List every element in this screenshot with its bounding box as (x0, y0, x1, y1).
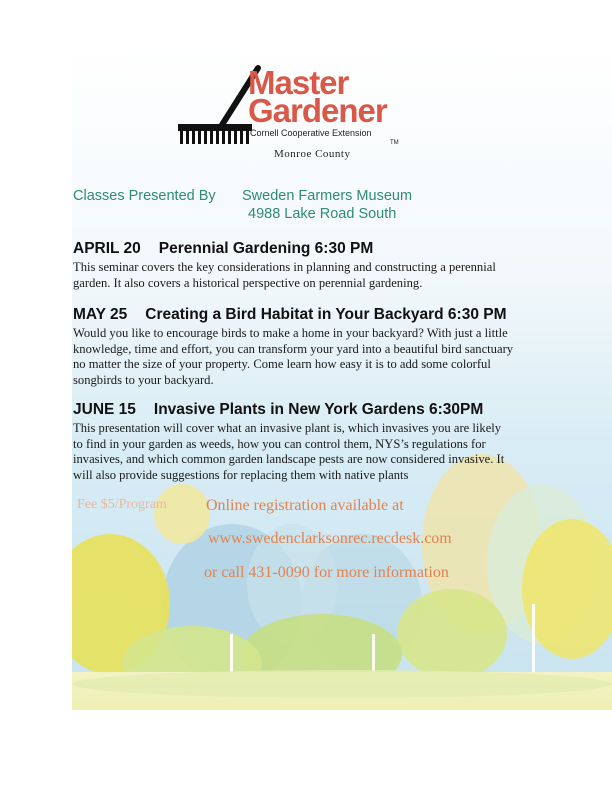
description-line: garden. It also covers a historical perspective on perennial gardening. (73, 275, 423, 290)
class-heading (73, 306, 543, 324)
description-line: knowledge, time and effort, you can transform your yard into a beautiful bird sanctuary (73, 341, 514, 356)
class-listing (73, 306, 543, 388)
logo-trademark: TM (390, 140, 399, 146)
logo-word-master: Master (248, 64, 349, 101)
class-date: APRIL 20 (73, 240, 141, 257)
registration-url-link[interactable]: www.swedenclarksonrec.recdesk.com (208, 530, 452, 547)
logo-county: Monroe County (274, 148, 351, 160)
master-gardener-logo (172, 64, 412, 164)
class-description (73, 326, 543, 388)
class-date: MAY 25 (73, 306, 128, 323)
class-title: Perennial Gardening 6:30 PM (158, 240, 374, 257)
class-date: JUNE 15 (73, 401, 136, 418)
class-heading (73, 401, 543, 419)
registration-online-text: Online registration available at (206, 497, 404, 514)
description-line: This seminar covers the key considerations in planning and constructing a perennial (73, 260, 496, 274)
venue-name: Sweden Farmers Museum (242, 188, 413, 204)
registration-phone-text: or call 431-0090 for more information (204, 564, 449, 581)
description-line: songbirds to your backyard. (73, 372, 214, 387)
logo-word-gardener: Gardener (248, 92, 387, 129)
class-title: Creating a Bird Habitat in Your Backyard 6:30 PM (145, 306, 507, 323)
class-listing (73, 240, 543, 291)
fee-label: Fee $5/Program (77, 497, 167, 512)
description-line: to find in your garden as weeds, how you can control them, NYS’s regulations for (73, 436, 486, 451)
venue-address: 4988 Lake Road South (248, 206, 397, 222)
description-line: This presentation will cover what an invasive plant is, which invasives you are likely (73, 421, 502, 435)
class-title: Invasive Plants in New York Gardens 6:30PM (153, 401, 484, 418)
description-line: invasives, and which common garden landscape pests are now considered invasive. It (73, 452, 505, 466)
class-heading (73, 240, 543, 258)
description-line: Would you like to encourage birds to make a home in your backyard? With just a little (73, 326, 508, 340)
description-line: no matter the size of your property. Come learn how easy it is to add some colorful (73, 357, 491, 371)
logo-subtitle: Cornell Cooperative Extension (250, 128, 372, 138)
class-listing (73, 401, 543, 483)
description-line: will also provide suggestions for replacing them with native plants (73, 467, 409, 482)
class-description (73, 421, 543, 483)
venue-prefix: Classes Presented By (73, 188, 216, 204)
class-description (73, 260, 543, 291)
